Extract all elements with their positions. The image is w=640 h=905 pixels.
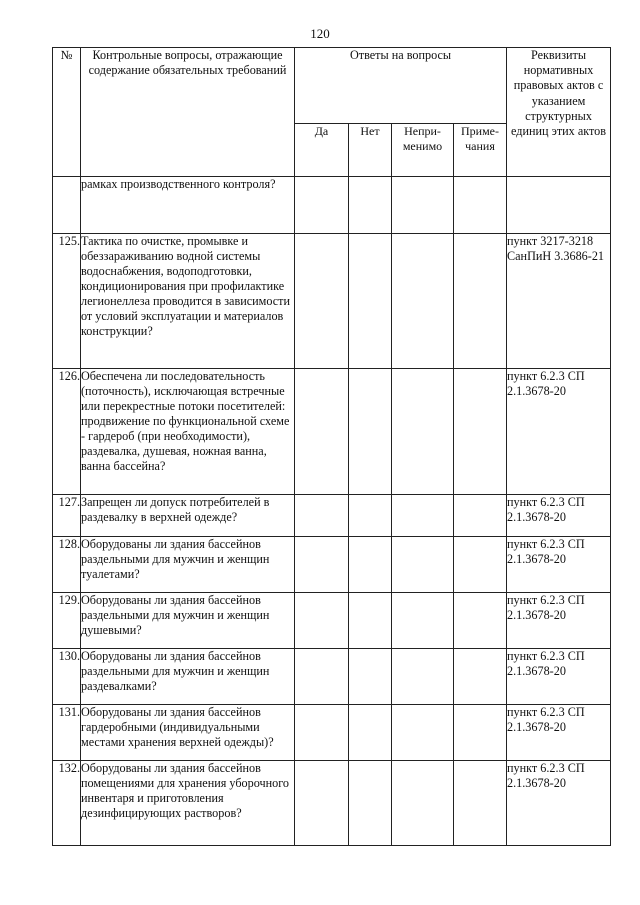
- answer-no-cell[interactable]: [349, 593, 392, 649]
- table-row: [53, 761, 611, 846]
- header-requisites: Реквизиты нормативных правовых актов с указанием структурных единиц этих актов: [507, 48, 611, 177]
- answer-remarks-cell[interactable]: [454, 177, 507, 234]
- row-question: Оборудованы ли здания бассейнов раздельными для мужчин и женщин туалетами?: [81, 537, 295, 593]
- answer-no-cell[interactable]: [349, 234, 392, 369]
- table-row: [53, 705, 611, 761]
- header-not-applicable: Непри-менимо: [392, 124, 454, 177]
- row-requisite: пункт 6.2.3 СП 2.1.3678-20: [507, 705, 611, 761]
- row-number: 131.: [53, 705, 81, 761]
- row-number: 126.: [53, 369, 81, 495]
- answer-remarks-cell[interactable]: [454, 761, 507, 846]
- answer-remarks-cell[interactable]: [454, 234, 507, 369]
- answer-yes-cell[interactable]: [295, 234, 349, 369]
- answer-not-applicable-cell[interactable]: [392, 177, 454, 234]
- answer-yes-cell[interactable]: [295, 649, 349, 705]
- row-requisite: пункт 6.2.3 СП 2.1.3678-20: [507, 537, 611, 593]
- answer-yes-cell[interactable]: [295, 495, 349, 537]
- answer-no-cell[interactable]: [349, 761, 392, 846]
- answer-yes-cell[interactable]: [295, 369, 349, 495]
- row-question: Запрещен ли допуск потребителей в раздевалку в верхней одежде?: [81, 495, 295, 537]
- answer-yes-cell[interactable]: [295, 537, 349, 593]
- row-question: Обеспечена ли последовательность (поточность), исключающая встречные или перекрестные потоки посетителей: продвижение по функциональной схеме - гардероб (при необходимости), раздевалка, душевая, ножная ванна, ванна бассейна?: [81, 369, 295, 495]
- row-requisite: пункт 3217-3218 СанПиН 3.3686-21: [507, 234, 611, 369]
- answer-remarks-cell[interactable]: [454, 537, 507, 593]
- row-question: Оборудованы ли здания бассейнов гардеробными (индивидуальными местами хранения верхней одежды)?: [81, 705, 295, 761]
- answer-yes-cell[interactable]: [295, 177, 349, 234]
- answer-no-cell[interactable]: [349, 705, 392, 761]
- header-num: №: [53, 48, 81, 177]
- answer-not-applicable-cell[interactable]: [392, 234, 454, 369]
- row-number: 128.: [53, 537, 81, 593]
- answer-no-cell[interactable]: [349, 649, 392, 705]
- header-no: Нет: [349, 124, 392, 177]
- row-number: 125.: [53, 234, 81, 369]
- answer-not-applicable-cell[interactable]: [392, 369, 454, 495]
- row-question: Тактика по очистке, промывке и обеззараживанию водной системы водоснабжения, водоподготовки, кондиционирования при профилактике легионеллеза проводится в зависимости от условий эксплуатации и материалов конструкции?: [81, 234, 295, 369]
- row-question: Оборудованы ли здания бассейнов помещениями для хранения уборочного инвентаря и приготовления дезинфицирующих растворов?: [81, 761, 295, 846]
- row-requisite: пункт 6.2.3 СП 2.1.3678-20: [507, 593, 611, 649]
- page-number: 120: [310, 26, 330, 41]
- answer-not-applicable-cell[interactable]: [392, 495, 454, 537]
- table-row: [53, 369, 611, 495]
- answer-not-applicable-cell[interactable]: [392, 649, 454, 705]
- table-row: [53, 234, 611, 369]
- answer-not-applicable-cell[interactable]: [392, 537, 454, 593]
- answer-no-cell[interactable]: [349, 177, 392, 234]
- table-row: [53, 495, 611, 537]
- checklist-table: [52, 47, 611, 846]
- answer-remarks-cell[interactable]: [454, 495, 507, 537]
- answer-yes-cell[interactable]: [295, 593, 349, 649]
- answer-yes-cell[interactable]: [295, 761, 349, 846]
- header-remarks: Приме-чания: [454, 124, 507, 177]
- header-answers: Ответы на вопросы: [295, 48, 507, 124]
- table-row: [53, 649, 611, 705]
- row-requisite: пункт 6.2.3 СП 2.1.3678-20: [507, 495, 611, 537]
- row-question: Оборудованы ли здания бассейнов раздельными для мужчин и женщин раздевалками?: [81, 649, 295, 705]
- header-questions: Контрольные вопросы, отражающие содержание обязательных требований: [81, 48, 295, 177]
- answer-no-cell[interactable]: [349, 537, 392, 593]
- answer-no-cell[interactable]: [349, 495, 392, 537]
- row-number: 130.: [53, 649, 81, 705]
- answer-remarks-cell[interactable]: [454, 593, 507, 649]
- table-row: [53, 593, 611, 649]
- answer-not-applicable-cell[interactable]: [392, 593, 454, 649]
- row-requisite: [507, 177, 611, 234]
- row-number: 129.: [53, 593, 81, 649]
- row-requisite: пункт 6.2.3 СП 2.1.3678-20: [507, 649, 611, 705]
- row-number: [53, 177, 81, 234]
- row-question: рамках производственного контроля?: [81, 177, 295, 234]
- row-question: Оборудованы ли здания бассейнов раздельными для мужчин и женщин душевыми?: [81, 593, 295, 649]
- header-yes: Да: [295, 124, 349, 177]
- answer-not-applicable-cell[interactable]: [392, 705, 454, 761]
- answer-remarks-cell[interactable]: [454, 649, 507, 705]
- table-row: [53, 177, 611, 234]
- row-number: 127.: [53, 495, 81, 537]
- row-number: 132.: [53, 761, 81, 846]
- answer-not-applicable-cell[interactable]: [392, 761, 454, 846]
- answer-remarks-cell[interactable]: [454, 705, 507, 761]
- row-requisite: пункт 6.2.3 СП 2.1.3678-20: [507, 761, 611, 846]
- answer-remarks-cell[interactable]: [454, 369, 507, 495]
- table-row: [53, 537, 611, 593]
- answer-yes-cell[interactable]: [295, 705, 349, 761]
- answer-no-cell[interactable]: [349, 369, 392, 495]
- row-requisite: пункт 6.2.3 СП 2.1.3678-20: [507, 369, 611, 495]
